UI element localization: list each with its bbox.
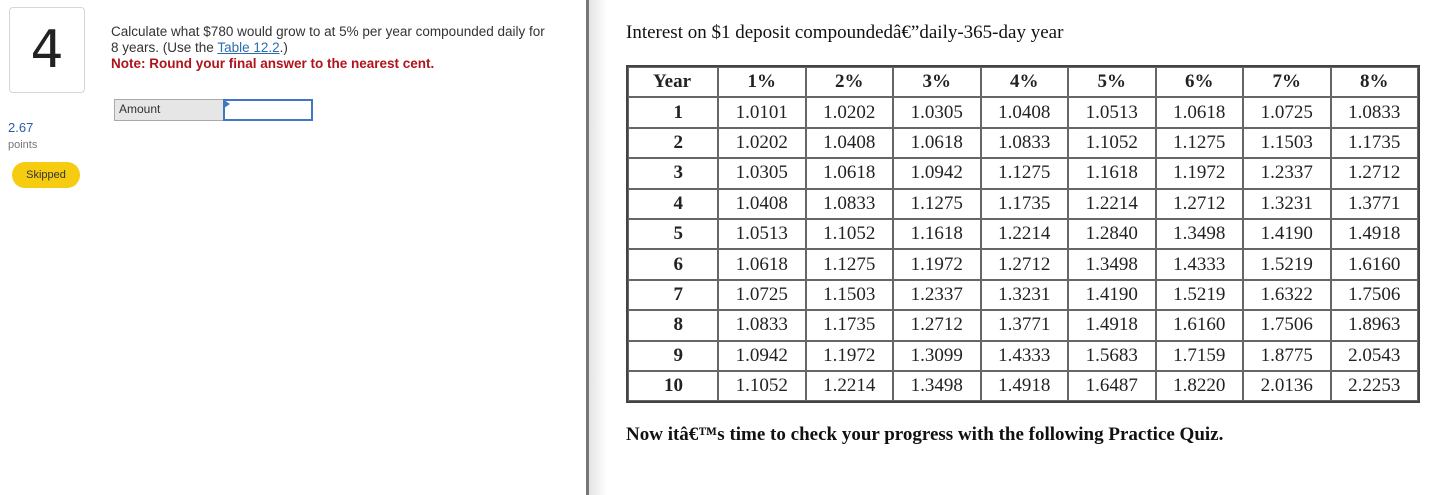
year-cell: 5 — [628, 219, 718, 249]
question-number: 4 — [9, 7, 85, 93]
factor-cell: 2.0543 — [1331, 341, 1419, 371]
factor-cell: 1.2214 — [1068, 189, 1156, 219]
factor-cell: 1.0202 — [806, 97, 894, 127]
factor-cell: 1.1503 — [806, 280, 894, 310]
factor-cell: 1.5219 — [1243, 249, 1331, 279]
factor-cell: 1.0513 — [718, 219, 806, 249]
factor-cell: 1.0305 — [893, 97, 981, 127]
year-cell: 8 — [628, 310, 718, 340]
year-cell: 4 — [628, 189, 718, 219]
factor-cell: 1.2712 — [1331, 158, 1419, 188]
factor-cell: 1.0942 — [718, 341, 806, 371]
practice-quiz-prompt: Now itâ€™s time to check your progress with the following Practice Quiz. — [626, 424, 1224, 445]
factor-cell: 1.8220 — [1156, 371, 1244, 401]
factor-cell: 1.0408 — [718, 189, 806, 219]
factor-cell: 1.2712 — [1156, 189, 1244, 219]
answer-label: Amount — [114, 99, 223, 121]
table-header-row — [628, 67, 1418, 97]
factor-cell: 1.1275 — [1156, 128, 1244, 158]
year-cell: 1 — [628, 97, 718, 127]
factor-cell: 1.0942 — [893, 158, 981, 188]
points-value: 2.67 — [8, 120, 34, 135]
factor-cell: 1.8963 — [1331, 310, 1419, 340]
rate-column-header: 7% — [1243, 67, 1331, 97]
compound-interest-table — [626, 65, 1420, 403]
factor-cell: 1.1503 — [1243, 128, 1331, 158]
table-row — [628, 310, 1418, 340]
factor-cell: 1.6160 — [1156, 310, 1244, 340]
table-row — [628, 158, 1418, 188]
table-row — [628, 371, 1418, 401]
factor-cell: 1.1972 — [893, 249, 981, 279]
factor-cell: 1.0833 — [718, 310, 806, 340]
factor-cell: 1.6322 — [1243, 280, 1331, 310]
table-title: Interest on $1 deposit compoundedâ€”daily-365-day year — [626, 22, 1064, 43]
factor-cell: 1.0305 — [718, 158, 806, 188]
factor-cell: 1.1735 — [806, 310, 894, 340]
factor-cell: 1.0408 — [981, 97, 1069, 127]
factor-cell: 1.2712 — [981, 249, 1069, 279]
year-cell: 7 — [628, 280, 718, 310]
table-row — [628, 97, 1418, 127]
factor-cell: 1.1052 — [1068, 128, 1156, 158]
factor-cell: 1.4918 — [1331, 219, 1419, 249]
factor-cell: 1.3771 — [981, 310, 1069, 340]
factor-cell: 1.3498 — [1156, 219, 1244, 249]
status-badge: Skipped — [12, 162, 80, 188]
answer-row — [114, 99, 313, 121]
year-cell: 9 — [628, 341, 718, 371]
factor-cell: 1.4918 — [1068, 310, 1156, 340]
question-text-end: .) — [279, 40, 288, 55]
factor-cell: 1.0725 — [1243, 97, 1331, 127]
factor-cell: 1.6487 — [1068, 371, 1156, 401]
factor-cell: 1.4190 — [1243, 219, 1331, 249]
factor-cell: 1.0725 — [718, 280, 806, 310]
factor-cell: 1.1275 — [893, 189, 981, 219]
reference-pane — [589, 0, 1432, 495]
factor-cell: 1.3498 — [893, 371, 981, 401]
factor-cell: 1.0618 — [806, 158, 894, 188]
factor-cell: 1.3498 — [1068, 249, 1156, 279]
factor-cell: 1.0833 — [806, 189, 894, 219]
factor-cell: 1.1972 — [806, 341, 894, 371]
year-cell: 3 — [628, 158, 718, 188]
factor-cell: 1.1275 — [806, 249, 894, 279]
factor-cell: 1.2840 — [1068, 219, 1156, 249]
flag-icon — [224, 100, 230, 108]
table-row — [628, 219, 1418, 249]
factor-cell: 1.0101 — [718, 97, 806, 127]
factor-cell: 1.2214 — [806, 371, 894, 401]
year-cell: 10 — [628, 371, 718, 401]
year-cell: 6 — [628, 249, 718, 279]
table-row — [628, 249, 1418, 279]
rate-column-header: 4% — [981, 67, 1069, 97]
table-row — [628, 341, 1418, 371]
factor-cell: 1.1052 — [806, 219, 894, 249]
points-label: points — [8, 139, 38, 151]
rate-column-header: 8% — [1331, 67, 1419, 97]
factor-cell: 1.2214 — [981, 219, 1069, 249]
year-column-header: Year — [628, 67, 718, 97]
factor-cell: 1.0513 — [1068, 97, 1156, 127]
amount-input[interactable] — [223, 99, 313, 121]
rate-column-header: 2% — [806, 67, 894, 97]
factor-cell: 1.0618 — [893, 128, 981, 158]
factor-cell: 1.2712 — [893, 310, 981, 340]
factor-cell: 1.1735 — [981, 189, 1069, 219]
factor-cell: 2.0136 — [1243, 371, 1331, 401]
factor-cell: 1.0202 — [718, 128, 806, 158]
factor-cell: 1.3231 — [1243, 189, 1331, 219]
question-text-main: Calculate what $780 would grow to at 5% per year compounded daily for 8 years. (Use the — [111, 24, 545, 55]
table-row — [628, 280, 1418, 310]
factor-cell: 1.8775 — [1243, 341, 1331, 371]
rate-column-header: 1% — [718, 67, 806, 97]
factor-cell: 1.2337 — [1243, 158, 1331, 188]
factor-cell: 1.7506 — [1331, 280, 1419, 310]
factor-cell: 1.5219 — [1156, 280, 1244, 310]
table-body — [628, 97, 1418, 401]
factor-cell: 1.1618 — [1068, 158, 1156, 188]
rate-column-header: 6% — [1156, 67, 1244, 97]
table-row — [628, 128, 1418, 158]
factor-cell: 1.2337 — [893, 280, 981, 310]
factor-cell: 1.4190 — [1068, 280, 1156, 310]
factor-cell: 1.7159 — [1156, 341, 1244, 371]
factor-cell: 1.3231 — [981, 280, 1069, 310]
factor-cell: 1.4333 — [1156, 249, 1244, 279]
factor-cell: 1.5683 — [1068, 341, 1156, 371]
factor-cell: 1.1972 — [1156, 158, 1244, 188]
question-note: Note: Round your final answer to the nearest cent. — [111, 56, 435, 71]
factor-cell: 1.3099 — [893, 341, 981, 371]
factor-cell: 1.4333 — [981, 341, 1069, 371]
factor-cell: 1.4918 — [981, 371, 1069, 401]
factor-cell: 1.1735 — [1331, 128, 1419, 158]
factor-cell: 1.1052 — [718, 371, 806, 401]
question-pane — [0, 0, 586, 495]
factor-cell: 1.1618 — [893, 219, 981, 249]
factor-cell: 1.7506 — [1243, 310, 1331, 340]
factor-cell: 1.6160 — [1331, 249, 1419, 279]
table-row — [628, 189, 1418, 219]
factor-cell: 1.0833 — [1331, 97, 1419, 127]
factor-cell: 1.0833 — [981, 128, 1069, 158]
factor-cell: 1.0618 — [718, 249, 806, 279]
question-text — [111, 24, 551, 56]
factor-cell: 1.0408 — [806, 128, 894, 158]
rate-column-header: 3% — [893, 67, 981, 97]
year-cell: 2 — [628, 128, 718, 158]
factor-cell: 1.3771 — [1331, 189, 1419, 219]
factor-cell: 1.1275 — [981, 158, 1069, 188]
table-link[interactable]: Table 12.2 — [217, 40, 280, 55]
factor-cell: 1.0618 — [1156, 97, 1244, 127]
factor-cell: 2.2253 — [1331, 371, 1419, 401]
rate-column-header: 5% — [1068, 67, 1156, 97]
